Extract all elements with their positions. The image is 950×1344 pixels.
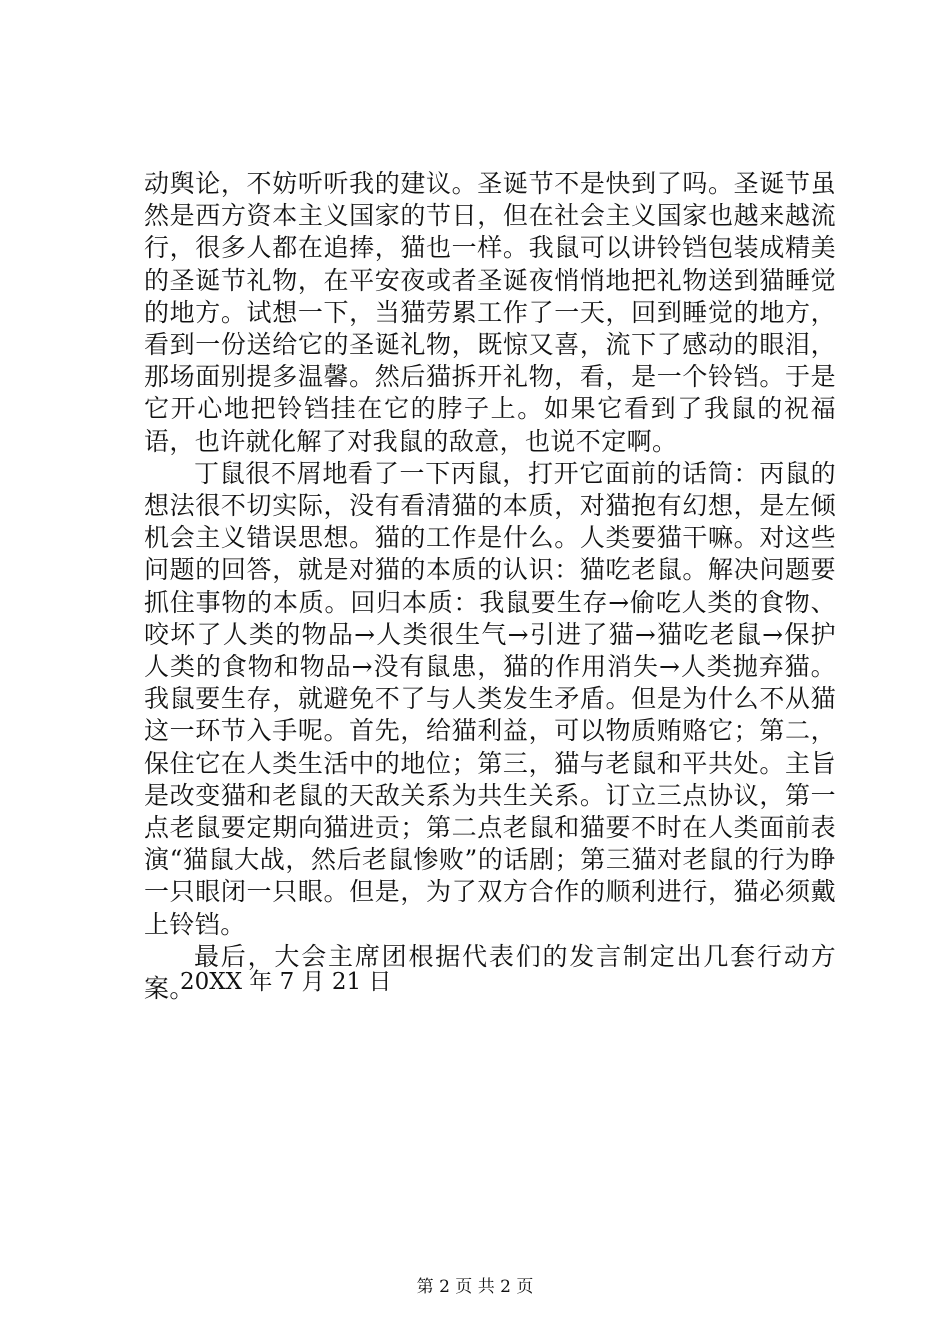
paragraph-ding-mouse: 丁鼠很不屑地看了一下丙鼠，打开它面前的话筒：丙鼠的想法很不切实际，没有看清猫的本质，对猫抱有幻想，是左倾机会主义错误思想。猫的工作是什么。人类要猫干嘛。对这些问题的回答，就是对猫的本质的认识：猫吃老鼠。解决问题要抓住事物的本质。回归本质：我鼠要生存→偷吃人类的食物、咬坏了人类的物品→人类很生气→引进了猫→猫吃老鼠→保护人类的食物和物品→没有鼠患，猫的作用消失→人类抛弃猫。我鼠要生存，就避免不了与人类发生矛盾。但是为什么不从猫这一环节入手呢。首先，给猫利益，可以物质贿赂它；第二，保住它在人类生活中的地位；第三，猫与老鼠和平共处。主旨是改变猫和老鼠的天敌关系为共生关系。订立三点协议，第一点老鼠要定期向猫进贡；第二点老鼠和猫要不时在人类面前表演“猫鼠大战，然后老鼠惨败”的话剧；第三猫对老鼠的行为睁一只眼闭一只眼。但是，为了双方合作的顺利进行，猫必须戴上铃铛。: [144, 458, 836, 939]
document-body: [144, 168, 836, 1005]
paragraph-continuation: 动舆论，不妨听听我的建议。圣诞节不是快到了吗。圣诞节虽然是西方资本主义国家的节日，但在社会主义国家也越来越流行，很多人都在追捧，猫也一样。我鼠可以讲铃铛包装成精美的圣诞节礼物，在平安夜或者圣诞夜悄悄地把礼物送到猫睡觉的地方。试想一下，当猫劳累工作了一天，回到睡觉的地方，看到一份送给它的圣诞礼物，既惊又喜，流下了感动的眼泪，那场面别提多温馨。然后猫拆开礼物，看，是一个铃铛。于是它开心地把铃铛挂在它的脖子上。如果它看到了我鼠的祝福语，也许就化解了对我鼠的敌意，也说不定啊。: [144, 169, 836, 456]
page-footer: 第 2 页 共 2 页: [416, 1277, 534, 1297]
paragraph-conclusion: 最后，大会主席团根据代表们的发言制定出几套行动方案。: [144, 941, 836, 1004]
document-date: 20XX 年 7 月 21 日: [180, 969, 392, 995]
